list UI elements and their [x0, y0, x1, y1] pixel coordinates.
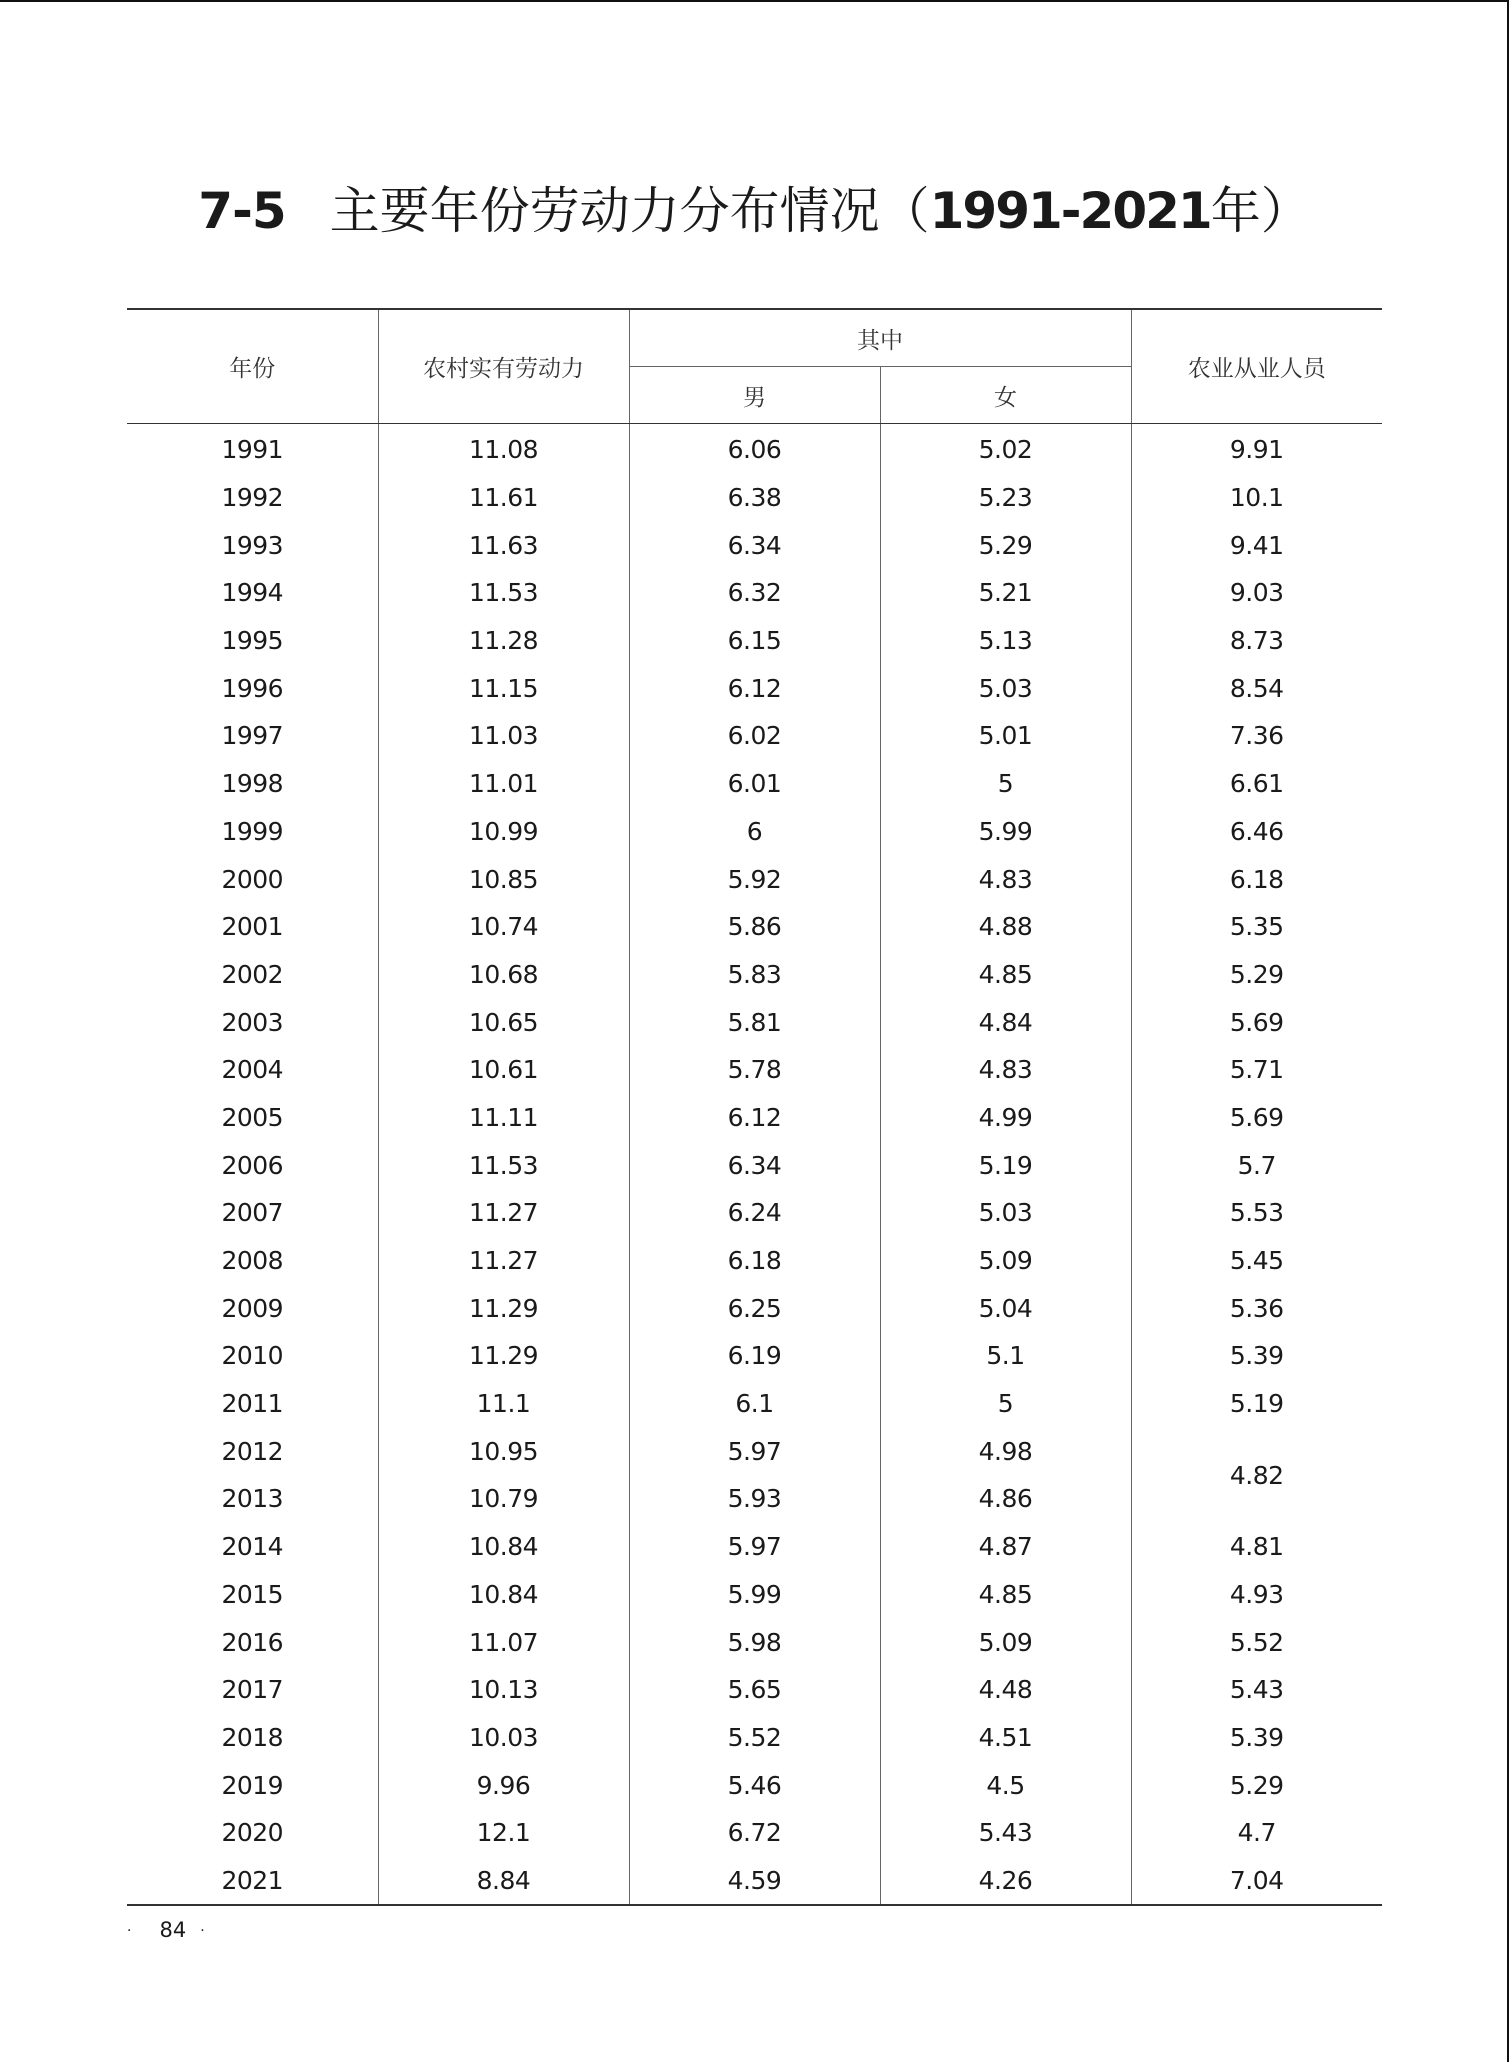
- title-years: 1991-2021: [929, 182, 1211, 240]
- cell-year: 2016: [221, 1627, 284, 1657]
- cell-male: 5.99: [629, 1571, 880, 1619]
- header-female: 女: [880, 367, 1131, 424]
- table-row: [127, 664, 1382, 712]
- cell-female: 4.85: [880, 1571, 1131, 1619]
- cell-rural-labor: 10.68: [378, 951, 629, 999]
- cell-rural-labor: 10.61: [378, 1046, 629, 1094]
- title-suffix: 年）: [1210, 182, 1311, 240]
- page-title: [0, 176, 1509, 246]
- cell-male: 6.34: [629, 1141, 880, 1189]
- cell-rural-labor: 10.84: [378, 1571, 629, 1619]
- cell-rural-labor: 11.29: [378, 1284, 629, 1332]
- cell-agri-workers: 5.7: [1131, 1141, 1382, 1189]
- header-of-which: 其中: [629, 309, 1131, 367]
- cell-year: 2007: [221, 1198, 284, 1228]
- table-header: [127, 309, 1382, 424]
- cell-male: 5.78: [629, 1046, 880, 1094]
- cell-agri-workers: 9.03: [1131, 569, 1382, 617]
- cell-female: 5.99: [880, 808, 1131, 856]
- cell-female: 5: [880, 760, 1131, 808]
- cell-female: 4.84: [880, 998, 1131, 1046]
- cell-rural-labor: 11.15: [378, 664, 629, 712]
- cell-rural-labor: 10.99: [378, 808, 629, 856]
- cell-agri-workers: 5.36: [1131, 1284, 1382, 1332]
- cell-year: 2011: [221, 1389, 284, 1419]
- table-row: [127, 903, 1382, 951]
- cell-female: 5.02: [880, 424, 1131, 474]
- cell-female: 5.04: [880, 1284, 1131, 1332]
- table-row: [127, 424, 1382, 474]
- cell-female: 4.83: [880, 855, 1131, 903]
- page-number: 84: [159, 1918, 187, 1942]
- cell-rural-labor: 11.07: [378, 1618, 629, 1666]
- cell-agri-workers: 4.7: [1131, 1809, 1382, 1857]
- cell-agri-workers: 4.81: [1131, 1523, 1382, 1571]
- cell-rural-labor: 12.1: [378, 1809, 629, 1857]
- cell-male: 6.06: [629, 424, 880, 474]
- cell-female: 5.1: [880, 1332, 1131, 1380]
- cell-agri-workers: 5.45: [1131, 1237, 1382, 1285]
- cell-year: 1993: [221, 530, 284, 560]
- cell-female: 5.23: [880, 474, 1131, 522]
- table-row: [127, 1761, 1382, 1809]
- cell-male: 6.24: [629, 1189, 880, 1237]
- cell-female: 5.09: [880, 1237, 1131, 1285]
- cell-rural-labor: 11.11: [378, 1094, 629, 1142]
- header-row: [127, 309, 1382, 367]
- cell-male: 6.32: [629, 569, 880, 617]
- cell-year: 2020: [221, 1818, 284, 1848]
- cell-rural-labor: 11.53: [378, 1141, 629, 1189]
- cell-female: 4.87: [880, 1523, 1131, 1571]
- cell-rural-labor: 11.53: [378, 569, 629, 617]
- cell-rural-labor: 11.08: [378, 424, 629, 474]
- cell-year: 1997: [221, 721, 284, 751]
- cell-male: 6.19: [629, 1332, 880, 1380]
- cell-male: 6.72: [629, 1809, 880, 1857]
- cell-year: 2002: [221, 959, 284, 989]
- cell-rural-labor: 10.74: [378, 903, 629, 951]
- table-row: [127, 1189, 1382, 1237]
- cell-male: 6.12: [629, 1094, 880, 1142]
- cell-rural-labor: 11.61: [378, 474, 629, 522]
- table-row: [127, 1427, 1382, 1475]
- cell-year: 2013: [221, 1484, 284, 1514]
- cell-female: 5.03: [880, 1189, 1131, 1237]
- cell-male: 5.52: [629, 1714, 880, 1762]
- cell-year: 2000: [221, 864, 284, 894]
- cell-rural-labor: 11.03: [378, 712, 629, 760]
- cell-male: 5.65: [629, 1666, 880, 1714]
- cell-female: 5.09: [880, 1618, 1131, 1666]
- header-year: 年份: [127, 309, 378, 424]
- cell-agri-workers: 7.04: [1131, 1857, 1382, 1906]
- cell-agri-workers: 10.1: [1131, 474, 1382, 522]
- cell-year: 2006: [221, 1150, 284, 1180]
- cell-agri-workers: 9.91: [1131, 424, 1382, 474]
- cell-year: 2010: [221, 1341, 284, 1371]
- labor-distribution-table: [127, 308, 1382, 1906]
- cell-female: 4.98: [880, 1427, 1131, 1475]
- table-row: [127, 1046, 1382, 1094]
- table-row: [127, 712, 1382, 760]
- cell-female: 5.43: [880, 1809, 1131, 1857]
- cell-female: 4.48: [880, 1666, 1131, 1714]
- cell-year: 2021: [221, 1865, 284, 1895]
- cell-agri-workers: 5.69: [1131, 1094, 1382, 1142]
- cell-female: 4.99: [880, 1094, 1131, 1142]
- footer-dot-left: ·: [127, 1923, 132, 1939]
- table-row: [127, 1094, 1382, 1142]
- cell-rural-labor: 11.01: [378, 760, 629, 808]
- table-row: [127, 1618, 1382, 1666]
- cell-agri-workers: 4.93: [1131, 1571, 1382, 1619]
- cell-agri-workers: 5.39: [1131, 1332, 1382, 1380]
- table-row: [127, 617, 1382, 665]
- cell-year: 2001: [221, 912, 284, 942]
- cell-female: 4.88: [880, 903, 1131, 951]
- cell-male: 5.83: [629, 951, 880, 999]
- cell-agri-workers: 5.71: [1131, 1046, 1382, 1094]
- cell-female: 5.01: [880, 712, 1131, 760]
- cell-male: 6.34: [629, 521, 880, 569]
- cell-rural-labor: 10.84: [378, 1523, 629, 1571]
- cell-rural-labor: 11.27: [378, 1189, 629, 1237]
- cell-female: 5.21: [880, 569, 1131, 617]
- cell-male: 5.92: [629, 855, 880, 903]
- table-row: [127, 569, 1382, 617]
- table-row: [127, 1332, 1382, 1380]
- cell-year: 1995: [221, 626, 284, 656]
- cell-male: 6.1: [629, 1380, 880, 1428]
- page-footer: [127, 1918, 205, 1942]
- cell-agri-workers: 5.53: [1131, 1189, 1382, 1237]
- cell-year: 2015: [221, 1579, 284, 1609]
- table-row: [127, 1141, 1382, 1189]
- cell-male: 5.98: [629, 1618, 880, 1666]
- cell-rural-labor: 11.28: [378, 617, 629, 665]
- cell-male: 6.02: [629, 712, 880, 760]
- cell-male: 6.01: [629, 760, 880, 808]
- cell-agri-workers: 6.46: [1131, 808, 1382, 856]
- cell-female: 4.85: [880, 951, 1131, 999]
- cell-agri-workers: 4.82: [1131, 1427, 1382, 1522]
- cell-year: 2003: [221, 1007, 284, 1037]
- table-row: [127, 808, 1382, 856]
- table-row: [127, 1571, 1382, 1619]
- cell-agri-workers: 5.29: [1131, 951, 1382, 999]
- cell-agri-workers: 5.69: [1131, 998, 1382, 1046]
- cell-rural-labor: 10.03: [378, 1714, 629, 1762]
- table-row: [127, 760, 1382, 808]
- cell-female: 5.13: [880, 617, 1131, 665]
- cell-agri-workers: 6.18: [1131, 855, 1382, 903]
- cell-agri-workers: 5.29: [1131, 1761, 1382, 1809]
- table-row: [127, 1523, 1382, 1571]
- cell-rural-labor: 10.95: [378, 1427, 629, 1475]
- cell-rural-labor: 10.85: [378, 855, 629, 903]
- cell-female: 4.51: [880, 1714, 1131, 1762]
- cell-year: 2017: [221, 1675, 284, 1705]
- cell-male: 5.81: [629, 998, 880, 1046]
- cell-year: 2004: [221, 1055, 284, 1085]
- cell-agri-workers: 5.19: [1131, 1380, 1382, 1428]
- table-row: [127, 474, 1382, 522]
- footer-dot-right: ·: [200, 1923, 205, 1939]
- table-row: [127, 951, 1382, 999]
- cell-male: 5.93: [629, 1475, 880, 1523]
- table-row: [127, 1809, 1382, 1857]
- cell-male: 5.46: [629, 1761, 880, 1809]
- table-row: [127, 855, 1382, 903]
- cell-rural-labor: 11.27: [378, 1237, 629, 1285]
- cell-female: 5: [880, 1380, 1131, 1428]
- cell-male: 5.97: [629, 1427, 880, 1475]
- cell-rural-labor: 10.79: [378, 1475, 629, 1523]
- cell-male: 4.59: [629, 1857, 880, 1906]
- cell-agri-workers: 5.35: [1131, 903, 1382, 951]
- cell-year: 1996: [221, 673, 284, 703]
- cell-agri-workers: 5.52: [1131, 1618, 1382, 1666]
- header-agri-workers: 农业从业人员: [1131, 309, 1382, 424]
- table-row: [127, 1714, 1382, 1762]
- table-row: [127, 1380, 1382, 1428]
- cell-female: 4.26: [880, 1857, 1131, 1906]
- cell-rural-labor: 9.96: [378, 1761, 629, 1809]
- cell-rural-labor: 11.63: [378, 521, 629, 569]
- cell-agri-workers: 5.43: [1131, 1666, 1382, 1714]
- cell-year: 1992: [221, 483, 284, 513]
- cell-year: 2012: [221, 1436, 284, 1466]
- cell-year: 2008: [221, 1246, 284, 1276]
- table-row: [127, 1284, 1382, 1332]
- cell-female: 4.5: [880, 1761, 1131, 1809]
- cell-agri-workers: 6.61: [1131, 760, 1382, 808]
- table-row: [127, 1237, 1382, 1285]
- cell-agri-workers: 8.54: [1131, 664, 1382, 712]
- cell-year: 2014: [221, 1532, 284, 1562]
- cell-rural-labor: 8.84: [378, 1857, 629, 1906]
- table-row: [127, 1666, 1382, 1714]
- cell-agri-workers: 5.39: [1131, 1714, 1382, 1762]
- table-number: 7-5: [198, 182, 286, 240]
- cell-agri-workers: 9.41: [1131, 521, 1382, 569]
- cell-year: 1991: [221, 435, 284, 465]
- cell-male: 6.38: [629, 474, 880, 522]
- cell-year: 1998: [221, 769, 284, 799]
- cell-rural-labor: 11.29: [378, 1332, 629, 1380]
- cell-female: 5.19: [880, 1141, 1131, 1189]
- cell-male: 6.15: [629, 617, 880, 665]
- cell-female: 5.29: [880, 521, 1131, 569]
- header-rural-labor: 农村实有劳动力: [378, 309, 629, 424]
- cell-rural-labor: 10.65: [378, 998, 629, 1046]
- cell-year: 1994: [221, 578, 284, 608]
- cell-female: 5.03: [880, 664, 1131, 712]
- cell-year: 1999: [221, 816, 284, 846]
- cell-male: 6: [629, 808, 880, 856]
- cell-year: 2018: [221, 1722, 284, 1752]
- cell-rural-labor: 11.1: [378, 1380, 629, 1428]
- header-male: 男: [629, 367, 880, 424]
- cell-male: 6.25: [629, 1284, 880, 1332]
- cell-year: 2009: [221, 1293, 284, 1323]
- cell-male: 5.86: [629, 903, 880, 951]
- cell-male: 6.12: [629, 664, 880, 712]
- title-text: 主要年份劳动力分布情况（: [329, 182, 930, 240]
- table-row: [127, 1857, 1382, 1906]
- table-row: [127, 521, 1382, 569]
- cell-year: 2019: [221, 1770, 284, 1800]
- cell-female: 4.86: [880, 1475, 1131, 1523]
- page-border-top: [0, 0, 1509, 2]
- cell-agri-workers: 7.36: [1131, 712, 1382, 760]
- cell-agri-workers: 8.73: [1131, 617, 1382, 665]
- table-body: [127, 424, 1382, 1906]
- table-row: [127, 998, 1382, 1046]
- cell-rural-labor: 10.13: [378, 1666, 629, 1714]
- cell-male: 6.18: [629, 1237, 880, 1285]
- cell-year: 2005: [221, 1102, 284, 1132]
- cell-female: 4.83: [880, 1046, 1131, 1094]
- cell-male: 5.97: [629, 1523, 880, 1571]
